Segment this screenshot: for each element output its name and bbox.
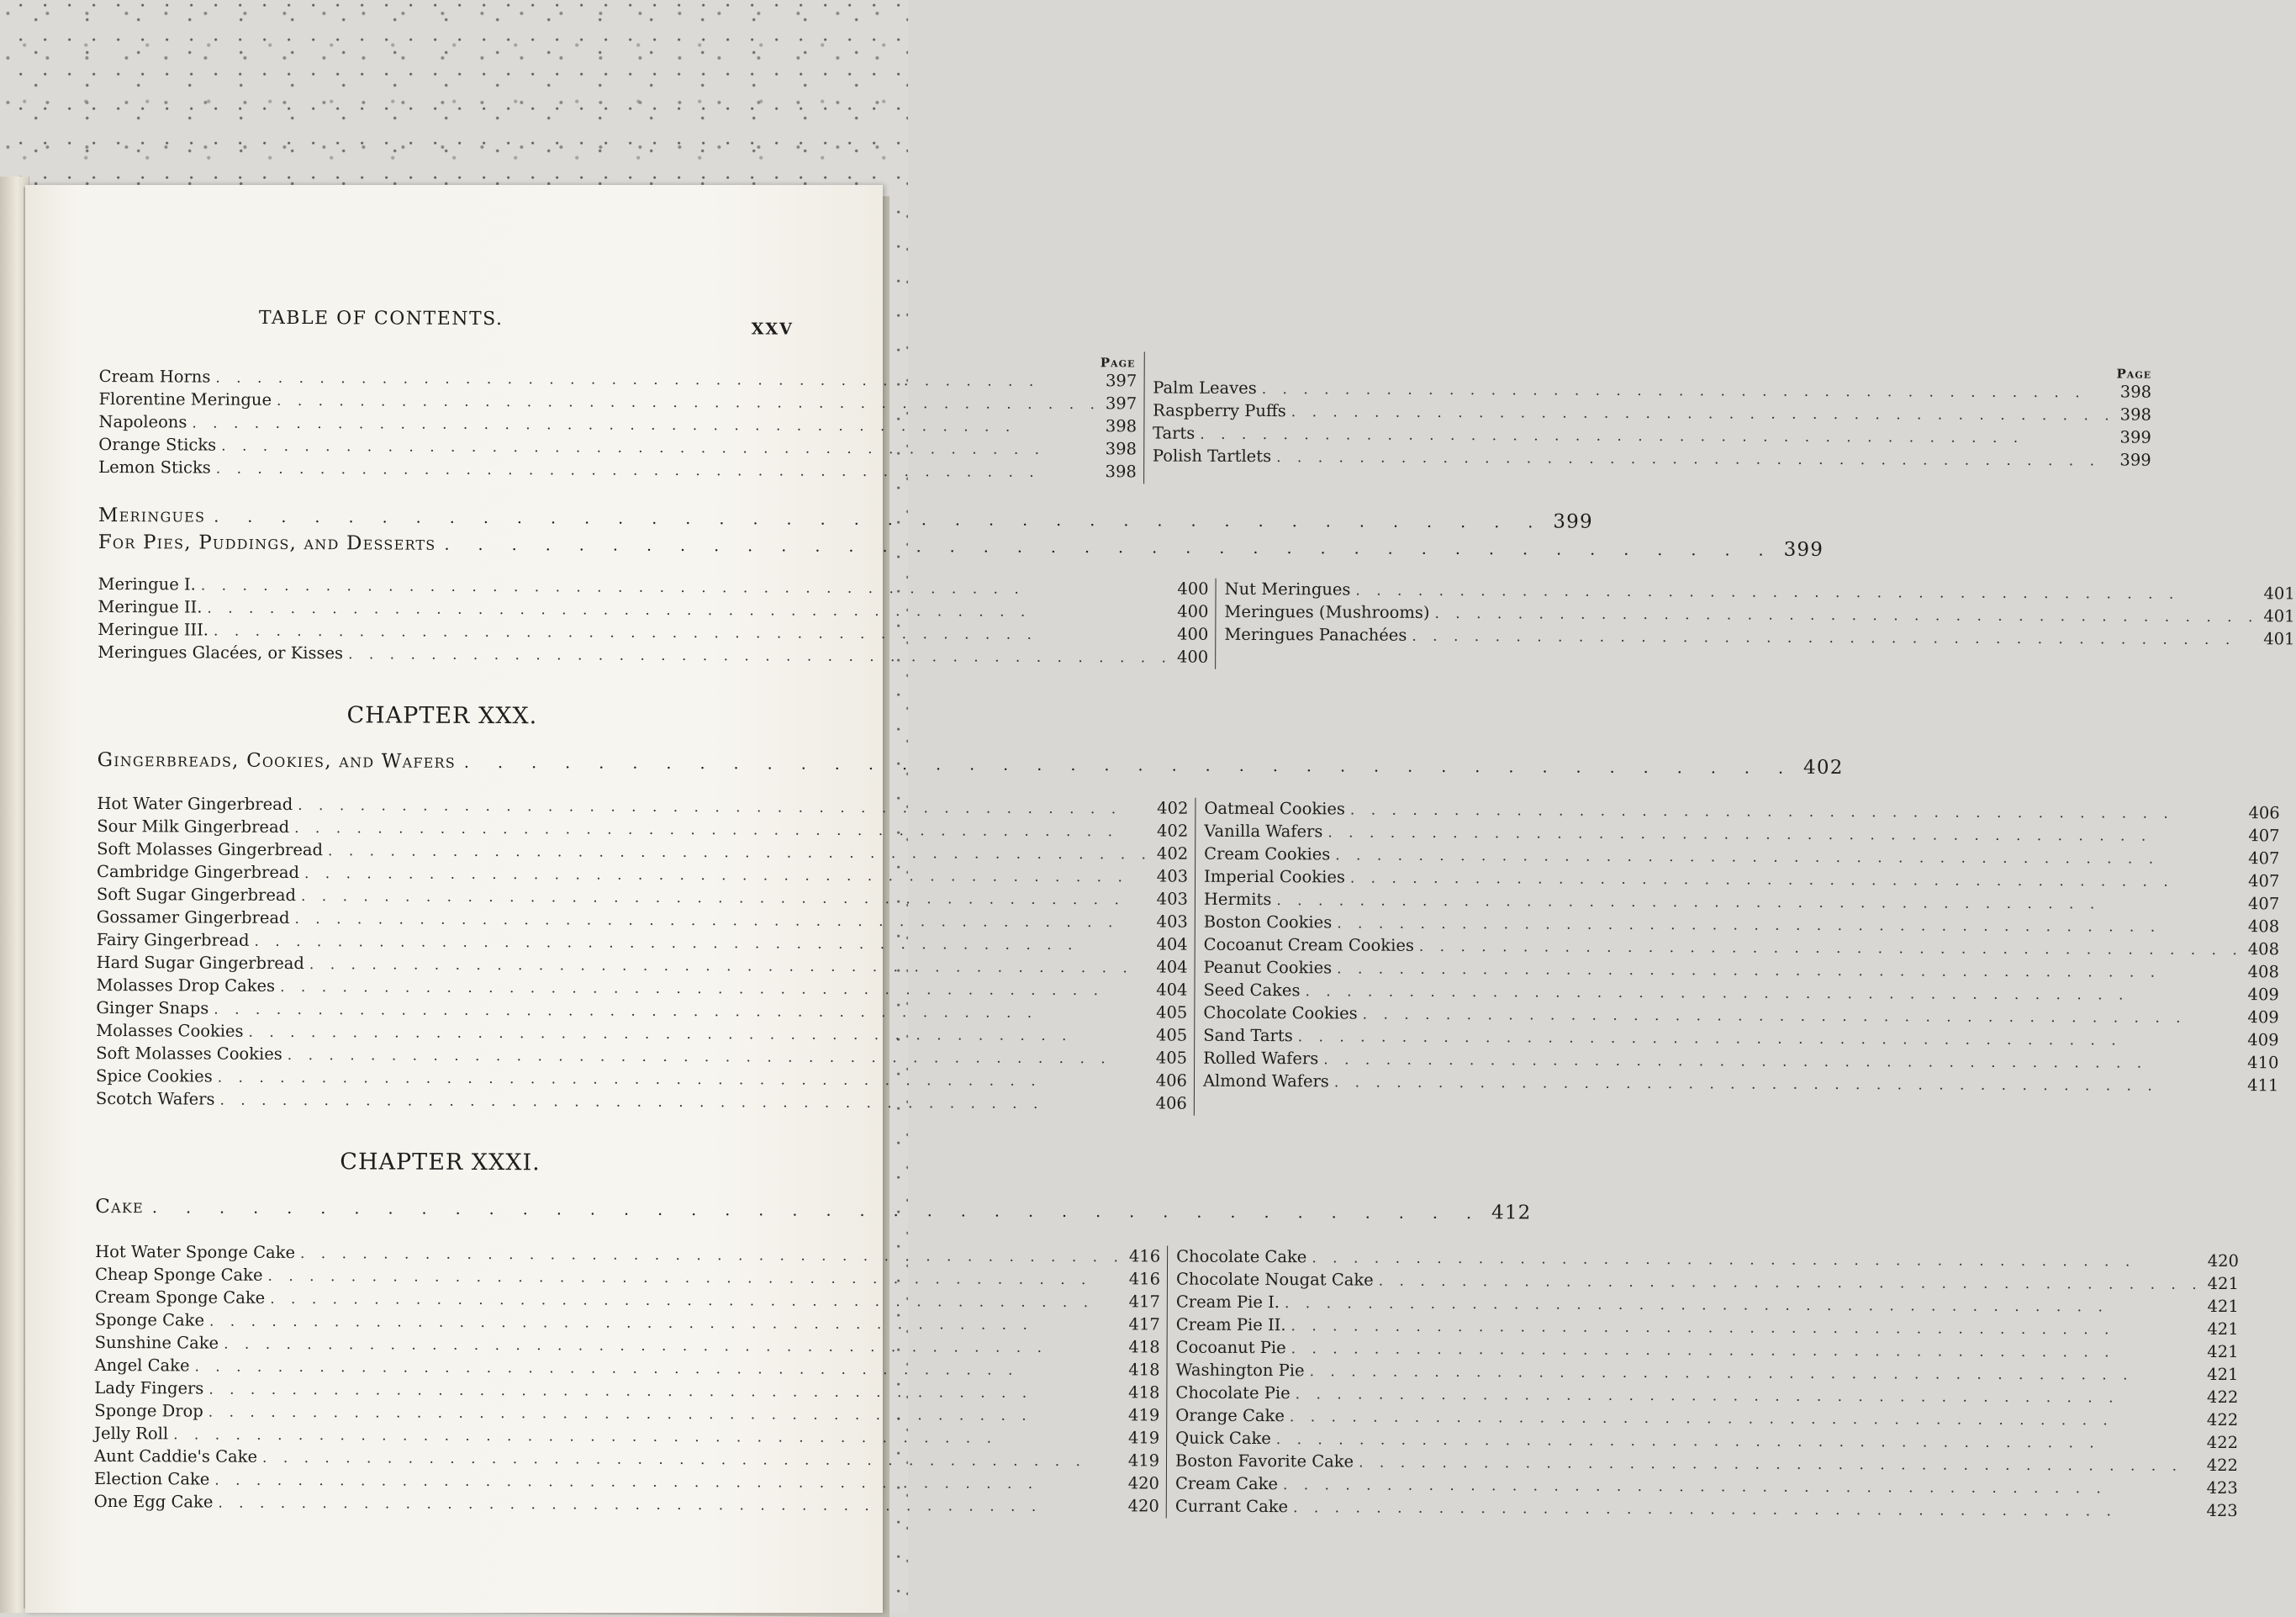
entry-title: Raspberry Puffs: [1153, 400, 1286, 421]
page-number: XXV: [751, 320, 794, 339]
leader-dots: [1323, 1049, 2242, 1075]
toc-entry: [1176, 1337, 2239, 1365]
entry-page: 401: [2263, 629, 2295, 649]
entry-title: Imperial Cookies: [1204, 866, 1345, 887]
leader-dots: [221, 436, 1100, 462]
leader-dots: [1296, 1383, 2203, 1409]
entry-title: Angel Cake: [94, 1355, 190, 1376]
entry-title: Cream Cake: [1174, 1473, 1279, 1494]
entry-title: Gossamer Gingerbread: [96, 906, 290, 927]
entry-title: Jelly Roll: [94, 1423, 169, 1444]
toc-column-left: [94, 1241, 1168, 1519]
section-heading-cake: [95, 1195, 1532, 1224]
entry-page: 405: [1155, 1025, 1188, 1045]
entry-title: Chocolate Nougat Cake: [1175, 1269, 1374, 1290]
leader-dots: [194, 1356, 1123, 1382]
entry-page: 398: [1105, 416, 1137, 436]
toc-entry: [98, 411, 1137, 438]
leader-dots: [1293, 1497, 2201, 1523]
leader-dots: [249, 1022, 1152, 1048]
entry-title: Meringue II.: [98, 596, 203, 617]
entry-title: Spice Cookies: [95, 1065, 213, 1086]
toc-entry: [1203, 1002, 2278, 1030]
entry-page: 409: [2247, 1007, 2279, 1028]
entry-title: Washington Pie: [1175, 1360, 1305, 1381]
running-head: [99, 307, 794, 347]
section-heading-pies: [98, 531, 1824, 561]
toc-column-left: [98, 573, 1216, 669]
section-page: 402: [1803, 756, 1844, 779]
entry-title: Palm Leaves: [1153, 378, 1257, 399]
entry-title: Cocoanut Pie: [1175, 1337, 1286, 1358]
section-heading-gingerbreads: [97, 748, 1844, 779]
entry-title: Lemon Sticks: [98, 457, 211, 478]
toc-block-meringues: [98, 573, 2295, 668]
entry-title: Cheap Sponge Cake: [94, 1264, 263, 1285]
entry-page: 411: [2247, 1075, 2279, 1096]
section-heading-meringues: [98, 504, 1593, 533]
toc-entry: [94, 1355, 1159, 1382]
chapter-heading: CHAPTER XXX.: [346, 702, 538, 730]
entry-title: Sunshine Cake: [94, 1332, 219, 1353]
leader-dots: [218, 1493, 1122, 1519]
entry-page: 409: [2247, 985, 2279, 1005]
entry-title: Molasses Cookies: [96, 1020, 244, 1041]
toc-entry: [1175, 1473, 2238, 1501]
leader-dots: [173, 1424, 1123, 1450]
toc-column-left: [98, 347, 1144, 484]
leader-dots: [214, 1470, 1123, 1496]
toc-entry: [1204, 866, 2279, 894]
leader-dots: [216, 458, 1100, 484]
leader-dots: [214, 621, 1172, 647]
leader-dots: [294, 908, 1151, 933]
entry-page: 407: [2248, 871, 2280, 891]
toc-entry: [94, 1377, 1159, 1405]
leader-dots: [1283, 1474, 2202, 1500]
entry-title: Soft Molasses Cookies: [96, 1043, 282, 1064]
entry-title: Oatmeal Cookies: [1204, 798, 1346, 819]
leader-dots: [288, 1044, 1151, 1070]
section-page: 399: [1553, 510, 1593, 533]
toc-entry: [1175, 1382, 2238, 1410]
entry-page: 403: [1156, 912, 1188, 932]
toc-block-cake: [93, 1241, 2240, 1521]
entry-page: 417: [1128, 1292, 1160, 1312]
entry-page: 397: [1105, 394, 1137, 414]
leader-dots: [201, 575, 1173, 601]
entry-title: Seed Cakes: [1203, 980, 1301, 1001]
entry-page: 400: [1177, 624, 1209, 644]
leader-dots: [208, 1379, 1123, 1405]
leader-dots: [218, 1067, 1151, 1093]
entry-page: 421: [2207, 1341, 2239, 1362]
entry-page: 421: [2207, 1296, 2239, 1317]
section-title: For Pies, Puddings, and Desserts: [98, 531, 436, 555]
book-page: [25, 185, 2295, 1613]
entry-page: 408: [2247, 962, 2279, 982]
entry-title: Lady Fingers: [94, 1377, 204, 1398]
toc-column-right: [1167, 1246, 2239, 1524]
entry-page: 416: [1128, 1269, 1161, 1289]
entry-page: 420: [2207, 1250, 2240, 1271]
entry-title: Boston Favorite Cake: [1175, 1451, 1354, 1472]
leader-dots: [1276, 890, 2243, 916]
toc-entry: [1153, 422, 2151, 449]
toc-content: [93, 307, 2295, 1521]
leader-dots: [1337, 958, 2243, 984]
entry-page: 399: [2119, 427, 2151, 447]
leader-dots: [254, 931, 1151, 957]
leader-dots: [208, 1402, 1123, 1428]
leader-dots: [192, 412, 1100, 438]
entry-page: 406: [2248, 803, 2280, 823]
toc-entry: [94, 1491, 1159, 1519]
entry-page: 407: [2248, 848, 2280, 869]
toc-entry: [94, 1468, 1159, 1496]
entry-page: 400: [1177, 579, 1209, 599]
leader-dots: [1355, 580, 2258, 606]
entry-page: 422: [2207, 1387, 2239, 1408]
toc-entry: [98, 457, 1137, 484]
toc-entry: [95, 1309, 1160, 1337]
leader-dots: [1359, 1452, 2202, 1477]
entry-page: 418: [1128, 1382, 1160, 1403]
entry-title: Cream Sponge Cake: [94, 1287, 266, 1308]
toc-entry: [1153, 399, 2151, 426]
leader-dots: [1379, 1271, 2203, 1296]
entry-title: Sour Milk Gingerbread: [97, 816, 290, 837]
leader-dots: [1412, 626, 2258, 651]
leader-dots: [277, 390, 1100, 415]
entry-page: 398: [2119, 382, 2152, 402]
leader-dots: [1350, 867, 2243, 893]
entry-page: 397: [1106, 371, 1137, 391]
leader-dots: [1335, 844, 2243, 870]
entry-title: Chocolate Cookies: [1203, 1002, 1358, 1023]
entry-title: Rolled Wafers: [1203, 1048, 1319, 1069]
chapter-heading: CHAPTER XXXI.: [340, 1149, 541, 1176]
entry-title: Orange Cake: [1175, 1405, 1285, 1426]
entry-title: Cambridge Gingerbread: [97, 861, 300, 883]
leader-dots: [214, 999, 1151, 1025]
entry-title: One Egg Cake: [93, 1491, 214, 1512]
leader-dots: [262, 1447, 1123, 1472]
toc-entry: [94, 1400, 1159, 1428]
entry-page: 402: [1156, 843, 1189, 864]
leader-dots: [1298, 1026, 2243, 1052]
entry-page: 422: [2206, 1455, 2239, 1476]
leader-dots: [209, 1311, 1124, 1337]
toc-block-pastry: [98, 347, 2152, 483]
leader-dots: [1291, 1338, 2203, 1364]
toc-entry: [96, 1065, 1187, 1093]
leader-dots: [1434, 603, 2258, 628]
entry-title: Sponge Cake: [94, 1309, 205, 1330]
entry-page: 417: [1128, 1314, 1160, 1334]
entry-title: Hot Water Sponge Cake: [95, 1241, 296, 1263]
entry-title: Cream Pie I.: [1175, 1292, 1280, 1313]
entry-page: 402: [1157, 798, 1189, 818]
leader-dots: [1310, 1361, 2203, 1387]
entry-title: Cream Horns: [98, 366, 211, 387]
entry-page: 422: [2206, 1432, 2239, 1453]
entry-title: Cream Pie II.: [1175, 1314, 1286, 1335]
leader-dots: [268, 1266, 1124, 1291]
toc-entry: [1204, 843, 2279, 871]
entry-title: Napoleons: [98, 411, 187, 432]
entry-title: Fairy Gingerbread: [96, 929, 250, 950]
entry-page: 418: [1128, 1360, 1160, 1380]
entry-page: 422: [2206, 1409, 2239, 1430]
entry-title: Election Cake: [93, 1468, 210, 1489]
entry-title: Meringue I.: [98, 573, 196, 594]
toc-entry: [98, 434, 1137, 461]
toc-entry: [1204, 821, 2279, 848]
leader-dots: [1291, 1315, 2203, 1341]
entry-page: 423: [2206, 1477, 2238, 1498]
entry-page: 421: [2207, 1364, 2239, 1385]
entry-title: Soft Molasses Gingerbread: [97, 838, 324, 860]
leader-dots: [224, 1334, 1123, 1360]
toc-entry: [1204, 798, 2279, 826]
entry-page: 407: [2247, 894, 2280, 914]
toc-entry: [1204, 957, 2279, 985]
toc-block-cookies: [95, 793, 2280, 1114]
toc-column-right: [1216, 579, 2295, 674]
entry-title: Molasses Drop Cakes: [96, 975, 276, 996]
leader-dots: [301, 885, 1152, 911]
entry-title: Sand Tarts: [1203, 1025, 1293, 1046]
entry-title: Meringue III.: [98, 619, 209, 640]
entry-page: 419: [1127, 1428, 1160, 1448]
entry-page: 403: [1156, 889, 1188, 909]
entry-page: 419: [1128, 1405, 1160, 1425]
entry-title: Soft Sugar Gingerbread: [96, 884, 297, 906]
entry-title: Hot Water Gingerbread: [97, 793, 293, 815]
entry-title: Tarts: [1152, 423, 1196, 443]
toc-entry: [1203, 1025, 2278, 1053]
entry-page: 404: [1156, 957, 1188, 977]
entry-page: 420: [1127, 1473, 1160, 1493]
entry-page: 400: [1176, 647, 1209, 667]
toc-entry: [98, 596, 1208, 624]
entry-title: Meringues (Mushrooms): [1224, 601, 1430, 622]
entry-title: Meringues Glacées, or Kisses: [98, 642, 344, 663]
toc-entry: [98, 573, 1208, 601]
entry-page: 404: [1156, 934, 1188, 954]
leader-dots: [294, 817, 1152, 843]
entry-page: 406: [1155, 1093, 1187, 1113]
leader-dots: [280, 976, 1151, 1002]
toc-entry: [1203, 980, 2278, 1007]
leader-dots: [300, 1243, 1124, 1268]
toc-entry: [1175, 1496, 2238, 1524]
entry-title: Aunt Caddie's Cake: [93, 1445, 258, 1466]
entry-title: Chocolate Cake: [1176, 1246, 1307, 1267]
leader-dots: [298, 795, 1152, 820]
entry-title: Quick Cake: [1175, 1428, 1271, 1449]
toc-entry: [98, 642, 1208, 669]
entry-title: Almond Wafers: [1202, 1070, 1329, 1091]
page-column-label: Page: [1100, 355, 1136, 371]
entry-page: 416: [1128, 1246, 1161, 1266]
entry-page: 405: [1156, 1002, 1188, 1023]
leader-dots: [1334, 1071, 2242, 1097]
entry-title: Currant Cake: [1174, 1496, 1289, 1517]
entry-page: 404: [1156, 980, 1188, 1000]
entry-page: 408: [2247, 917, 2280, 937]
section-page: 399: [1783, 538, 1824, 561]
leader-dots: [1262, 378, 2115, 404]
toc-entry: [1153, 445, 2151, 472]
toc-column-right: [1144, 351, 2151, 488]
entry-title: Chocolate Pie: [1175, 1382, 1291, 1403]
leader-dots: [207, 598, 1172, 624]
entry-page: 403: [1156, 866, 1189, 886]
toc-entry: [1176, 1292, 2239, 1319]
page-title: TABLE OF CONTENTS.: [258, 307, 504, 330]
toc-entry: [1153, 377, 2151, 404]
toc-column-left: [96, 793, 1196, 1116]
toc-entry: [1203, 1048, 2278, 1075]
leader-dots: [215, 367, 1100, 394]
leader-dots: [270, 1288, 1124, 1313]
toc-entry: [1176, 1314, 2239, 1342]
toc-entry: [1224, 624, 2294, 652]
entry-page: 401: [2263, 584, 2295, 604]
entry-title: Cream Cookies: [1204, 843, 1331, 864]
entry-page: 402: [1157, 821, 1189, 841]
leader-dots: [1276, 447, 2114, 472]
leader-dots: [1363, 1004, 2243, 1030]
toc-entry: [96, 1088, 1187, 1116]
entry-title: Florentine Meringue: [98, 388, 272, 410]
entry-page: 409: [2247, 1030, 2279, 1050]
toc-entry: [95, 1332, 1160, 1360]
section-page: 412: [1491, 1202, 1532, 1224]
leader-dots: [328, 840, 1152, 865]
entry-title: Boston Cookies: [1203, 912, 1333, 933]
toc-entry: [1175, 1405, 2238, 1433]
leader-dots: [1312, 1247, 2203, 1273]
entry-page: 398: [1105, 439, 1137, 459]
entry-page: 421: [2207, 1273, 2239, 1294]
leader-dots: [1337, 912, 2243, 938]
entry-page: 420: [1127, 1496, 1159, 1516]
leader-dots: [1290, 1406, 2202, 1432]
section-title: Cake: [95, 1195, 144, 1218]
entry-page: 405: [1155, 1048, 1188, 1068]
entry-title: Sponge Drop: [94, 1400, 203, 1421]
entry-title: Hard Sugar Gingerbread: [96, 952, 305, 974]
entry-page: 401: [2263, 606, 2295, 626]
entry-page: 400: [1177, 601, 1209, 621]
toc-entry: [1175, 1360, 2238, 1387]
leader-dots: [348, 643, 1172, 668]
entry-page: 399: [2119, 450, 2151, 470]
entry-title: Meringues Panachées: [1224, 624, 1407, 645]
entry-title: Scotch Wafers: [95, 1088, 215, 1109]
toc-column-right: [1195, 798, 2280, 1121]
leader-dots: [219, 1090, 1150, 1116]
entry-page: 398: [2119, 404, 2151, 425]
leader-dots: [1305, 980, 2242, 1007]
entry-title: Hermits: [1203, 889, 1272, 910]
entry-page: 406: [1155, 1070, 1188, 1091]
entry-page: 398: [1105, 462, 1137, 482]
entry-page: 419: [1127, 1451, 1160, 1471]
leader-dots: [1291, 401, 2115, 426]
entry-title: Orange Sticks: [98, 434, 217, 455]
section-title: Meringues: [98, 504, 206, 527]
entry-page: 407: [2248, 826, 2280, 846]
toc-entry: [96, 997, 1187, 1025]
entry-page: 423: [2206, 1500, 2238, 1521]
entry-title: Polish Tartlets: [1152, 446, 1272, 467]
leader-dots: [1350, 799, 2244, 825]
leader-dots: [1327, 822, 2243, 848]
entry-page: 410: [2247, 1053, 2279, 1073]
leader-dots: [309, 954, 1152, 979]
page-column-label: Page: [2116, 366, 2152, 382]
section-title: Gingerbreads, Cookies, and Wafers: [97, 748, 457, 773]
entry-page: 418: [1128, 1337, 1160, 1357]
leader-dots: [1276, 1429, 2202, 1455]
entry-title: Vanilla Wafers: [1204, 821, 1323, 842]
toc-entry: [1203, 1070, 2278, 1098]
entry-title: Cocoanut Cream Cookies: [1203, 934, 1414, 955]
toc-entry: [1204, 889, 2279, 917]
leader-dots: [1419, 936, 2243, 961]
leader-dots: [304, 863, 1152, 888]
leader-dots: [1285, 1292, 2203, 1318]
entry-title: Ginger Snaps: [96, 997, 209, 1018]
entry-title: Peanut Cookies: [1203, 957, 1333, 978]
entry-page: 421: [2207, 1318, 2239, 1340]
entry-title: Nut Meringues: [1224, 579, 1351, 600]
leader-dots: [1200, 424, 2114, 450]
entry-page: 408: [2247, 939, 2280, 959]
